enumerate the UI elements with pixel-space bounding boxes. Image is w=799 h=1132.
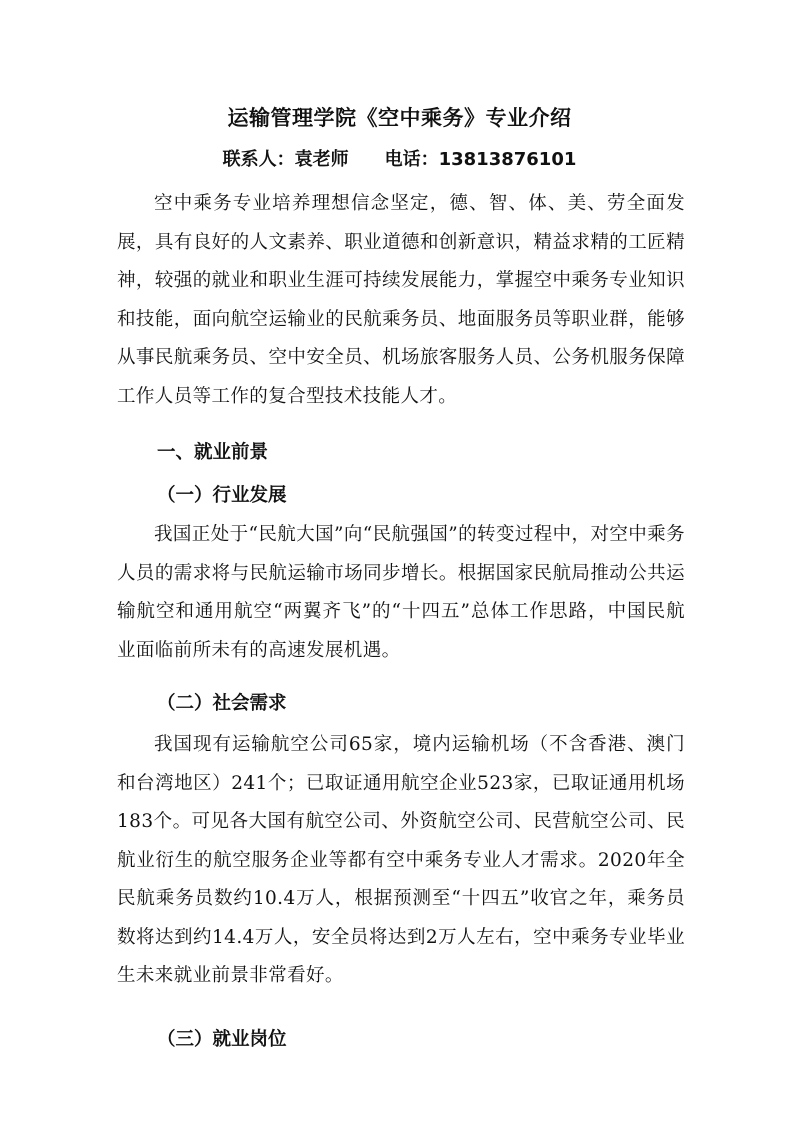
- subsection-heading-job-positions: （三）就业岗位: [157, 1029, 287, 1050]
- subsection-heading-social-demand: （二）社会需求: [157, 693, 287, 714]
- contact-line: [0, 147, 799, 173]
- industry-development-paragraph: 我国正处于“民航大国”向“民航强国”的转变过程中，对空中乘务人员的需求将与民航运输市场同步增长。根据国家民航局推动公共运输航空和通用航空“两翼齐飞”的“十四五”总体工作思路，中国民航业面临前所未有的高速发展机遇。: [117, 524, 685, 661]
- section-heading-employment-prospects: 一、就业前景: [157, 442, 269, 463]
- contact-person: 联系人：袁老师: [222, 149, 349, 170]
- contact-phone: 电话：13813876101: [384, 149, 577, 170]
- social-demand-paragraph: 我国现有运输航空公司65家，境内运输机场（不含香港、澳门和台湾地区）241个；已取证通用航空企业523家，已取证通用机场183个。可见各大国有航空公司、外资航空公司、民营航空公司、民航业衍生的航空服务企业等都有空中乘务专业人才需求。2020年全民航乘务员数约10.4万人，根据预测至“十四五”收官之年，乘务员数将达到约14.4万人，安全员将达到2万人左右，空中乘务专业毕业生未来就业前景非常看好。: [117, 734, 685, 986]
- intro-paragraph: 空中乘务专业培养理想信念坚定，德、智、体、美、劳全面发展，具有良好的人文素养、职业道德和创新意识，精益求精的工匠精神，较强的就业和职业生涯可持续发展能力，掌握空中乘务专业知识和技能，面向航空运输业的民航乘务员、地面服务员等职业群，能够从事民航乘务员、空中安全员、机场旅客服务人员、公务机服务保障工作人员等工作的复合型技术技能人才。: [117, 193, 685, 407]
- document-title: 运输管理学院《空中乘务》专业介绍: [227, 106, 572, 130]
- subsection-heading-industry-development: （一）行业发展: [157, 485, 287, 506]
